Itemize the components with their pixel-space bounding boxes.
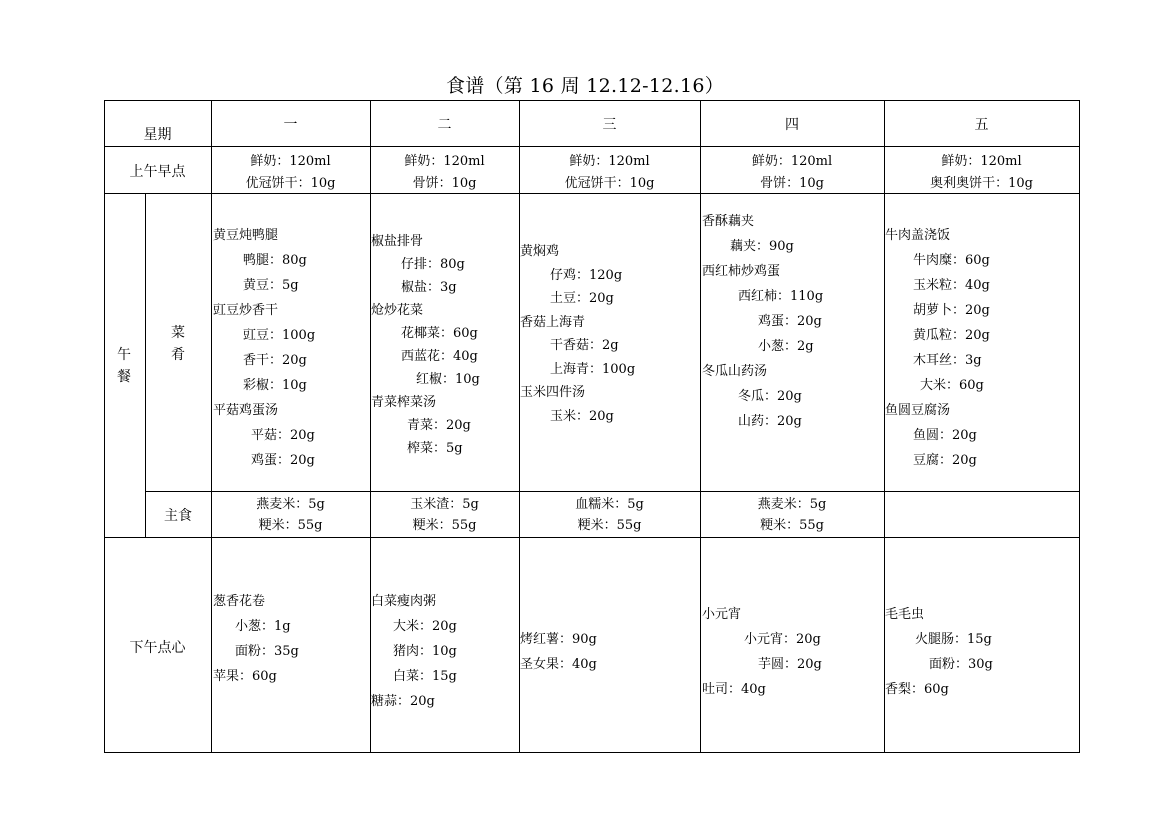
ingredient: 仔鸡：120g (550, 267, 623, 283)
dish-name: 牛肉盖浇饭 (885, 228, 951, 243)
ingredient: 玉米粒：40g (913, 278, 990, 293)
ingredient: 鱼圆：20g (913, 428, 977, 443)
dishes-row-label: 菜肴 (171, 325, 185, 363)
ingredient: 西红柿：110g (738, 289, 824, 304)
snack-row-label: 下午点心 (129, 640, 186, 656)
day-header-fri: 五 (974, 117, 989, 133)
staple-item: 燕麦米：5g (256, 497, 325, 512)
dish-name: 黄焖鸡 (520, 244, 560, 259)
breakfast-item: 优冠饼干：10g (564, 176, 655, 191)
ingredient: 小葱：1g (235, 619, 291, 634)
dishes-mon (213, 223, 315, 473)
ingredient: 玉米：20g (550, 408, 614, 424)
snack-name: 葱香花卷 (213, 594, 266, 609)
staple-wed (519, 494, 700, 536)
ingredient: 火腿肠：15g (915, 632, 992, 647)
ingredient: 小元宵：20g (744, 632, 821, 647)
snack-name: 白菜瘦肉粥 (371, 594, 437, 609)
breakfast-item: 鲜奶：120ml (404, 154, 485, 169)
dish-name: 香酥藕夹 (702, 214, 755, 229)
snack-name: 糖蒜：20g (371, 694, 435, 709)
ingredient: 黄豆：5g (243, 278, 299, 293)
ingredient: 面粉：30g (929, 657, 993, 672)
ingredient: 鸭腿：80g (243, 253, 307, 268)
ingredient: 仔排：80g (401, 257, 465, 272)
breakfast-tue (370, 151, 519, 195)
ingredient: 榨菜：5g (407, 441, 463, 456)
snack-name: 烤红薯：90g (520, 632, 597, 647)
ingredient: 花椰菜：60g (401, 326, 478, 341)
ingredient: 青菜：20g (407, 418, 471, 433)
snack-name: 圣女果：40g (520, 657, 597, 672)
dish-name: 香菇上海青 (520, 314, 586, 330)
breakfast-item: 骨饼：10g (760, 176, 824, 191)
breakfast-item: 鲜奶：120ml (569, 154, 650, 169)
ingredient: 大米：60g (920, 378, 984, 393)
ingredient: 干香菇：2g (550, 338, 619, 353)
ingredient: 猪肉：10g (393, 644, 457, 659)
staple-item: 玉米渣：5g (410, 497, 479, 512)
staple-item: 粳米：55g (760, 518, 824, 533)
dish-name: 黄豆炖鸭腿 (213, 228, 279, 243)
ingredient: 木耳丝：3g (913, 353, 982, 368)
ingredient: 椒盐：3g (401, 280, 457, 295)
snack-name: 小元宵 (702, 607, 742, 622)
dish-name: 椒盐排骨 (371, 234, 424, 249)
ingredient: 西蓝花：40g (401, 349, 478, 364)
snack-mon (213, 589, 299, 689)
ingredient: 鸡蛋：20g (251, 453, 315, 468)
dishes-fri (885, 223, 990, 473)
dishes-tue (371, 230, 480, 460)
staple-item: 粳米：55g (258, 518, 323, 533)
weekday-header-label: 星期 (143, 127, 172, 143)
day-header-mon: 一 (283, 117, 298, 133)
ingredient: 芋圆：20g (758, 657, 822, 672)
dish-name: 豇豆炒香干 (213, 303, 279, 318)
snack-name: 香梨：60g (885, 682, 949, 697)
ingredient: 黄瓜粒：20g (913, 328, 990, 343)
ingredient: 胡萝卜：20g (913, 303, 990, 318)
day-header-tue: 二 (437, 117, 452, 133)
ingredient: 平菇：20g (251, 428, 315, 443)
dish-name: 西红柿炒鸡蛋 (702, 264, 781, 279)
snack-name: 毛毛虫 (885, 607, 925, 622)
dish-name: 冬瓜山药汤 (702, 364, 768, 379)
snack-name: 苹果：60g (213, 669, 277, 684)
ingredient: 牛肉糜：60g (913, 253, 990, 268)
ingredient: 上海青：100g (550, 361, 636, 377)
staple-tue (370, 494, 519, 536)
dishes-thu (702, 209, 823, 434)
breakfast-item: 奥利奥饼干：10g (930, 176, 1033, 191)
breakfast-row-label: 上午早点 (129, 164, 186, 180)
dish-name: 青菜榨菜汤 (371, 395, 437, 410)
day-header-wed: 三 (602, 117, 617, 133)
dish-name: 平菇鸡蛋汤 (213, 403, 279, 418)
ingredient: 土豆：20g (550, 291, 614, 306)
snack-name: 吐司：40g (702, 682, 766, 697)
dish-name: 炝炒花菜 (371, 303, 424, 318)
staple-item: 血糯米：5g (575, 497, 644, 512)
breakfast-thu (700, 151, 884, 195)
ingredient: 冬瓜：20g (738, 389, 802, 404)
snack-tue (371, 589, 457, 714)
staple-item: 燕麦米：5g (757, 497, 827, 512)
ingredient: 香干：20g (243, 353, 307, 368)
breakfast-fri (884, 151, 1079, 195)
dish-name: 鱼圆豆腐汤 (885, 403, 951, 418)
ingredient: 鸡蛋：20g (758, 314, 822, 329)
breakfast-wed (519, 151, 700, 195)
breakfast-item: 鲜奶：120ml (250, 154, 331, 169)
staple-thu (700, 494, 884, 536)
breakfast-item: 优冠饼干：10g (245, 176, 336, 191)
breakfast-item: 骨饼：10g (412, 176, 477, 191)
ingredient: 山药：20g (738, 414, 802, 429)
ingredient: 小葱：2g (758, 339, 814, 354)
ingredient: 白菜：15g (393, 669, 457, 684)
breakfast-mon (211, 151, 370, 195)
dishes-wed (520, 240, 635, 428)
ingredient: 彩椒：10g (243, 378, 307, 393)
staple-row-label: 主食 (164, 508, 192, 524)
ingredient: 大米：20g (393, 619, 457, 634)
staple-mon (211, 494, 370, 536)
ingredient: 藕夹：90g (730, 239, 794, 254)
day-header-thu: 四 (785, 117, 799, 133)
ingredient: 豇豆：100g (243, 328, 316, 343)
ingredient: 红椒：10g (416, 372, 480, 387)
breakfast-item: 鲜奶：120ml (751, 154, 833, 169)
lunch-row-label: 午餐 (117, 347, 131, 385)
snack-thu (702, 602, 822, 702)
ingredient: 面粉：35g (235, 644, 299, 659)
page-title: 食谱（第 16 周 12.12-12.16） (445, 75, 725, 97)
snack-wed (520, 627, 597, 677)
ingredient: 豆腐：20g (913, 453, 977, 468)
staple-item: 粳米：55g (412, 518, 477, 533)
staple-item: 粳米：55g (577, 518, 642, 533)
dish-name: 玉米四件汤 (520, 385, 586, 400)
snack-fri (885, 602, 993, 702)
breakfast-item: 鲜奶：120ml (941, 154, 1022, 169)
